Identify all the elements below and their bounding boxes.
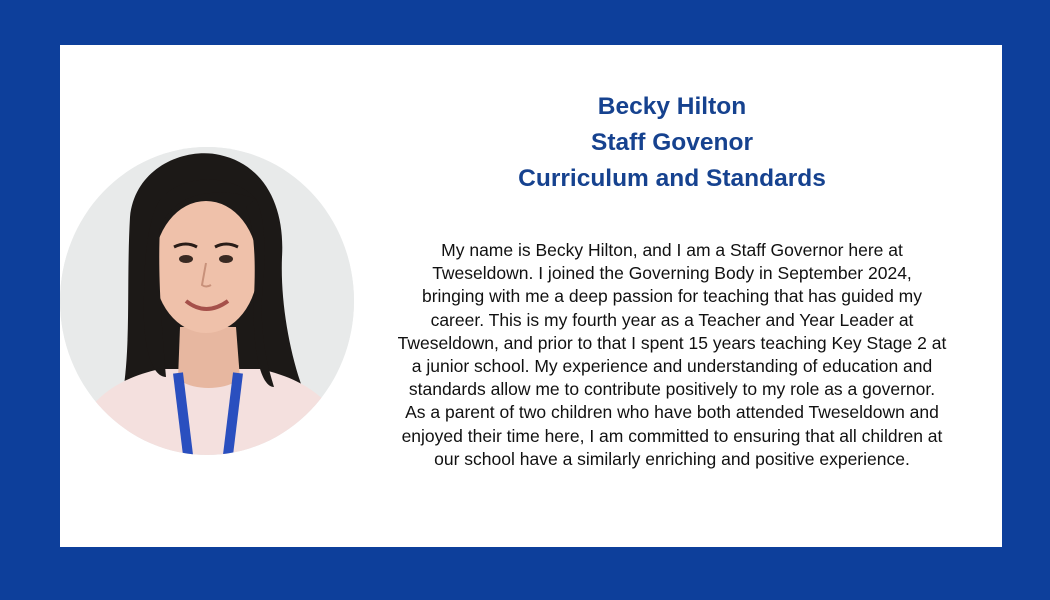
bio-line: a junior school. My experience and understanding of education and [411, 356, 933, 377]
bio-line: career. This is my fourth year as a Teacher and Year Leader at [430, 309, 914, 330]
bio-line: As a parent of two children who have both attended Tweseldown and [405, 402, 939, 423]
profile-area: Curriculum and Standards [518, 165, 826, 192]
bio-line: standards allow me to contribute positively to my role as a governor. [408, 379, 936, 400]
bio-line: bringing with me a deep passion for teaching that has guided my [421, 286, 923, 307]
portrait-illustration [60, 147, 354, 455]
bio-line: Tweseldown, and prior to that I spent 15 years teaching Key Stage 2 at [397, 332, 947, 353]
bio-line: Tweseldown. I joined the Governing Body in September 2024, [432, 263, 912, 284]
profile-card [60, 45, 1002, 547]
profile-photo [60, 147, 354, 455]
bio-line: enjoyed their time here, I am committed to ensuring that all children at [401, 425, 943, 446]
bio-line: our school have a similarly enriching and positive experience. [434, 448, 910, 469]
profile-header [360, 89, 984, 197]
bio-line: My name is Becky Hilton, and I am a Staff Governor here at [441, 240, 903, 260]
profile-bio [352, 239, 992, 471]
profile-role: Staff Govenor [591, 129, 753, 156]
profile-name: Becky Hilton [597, 93, 747, 120]
